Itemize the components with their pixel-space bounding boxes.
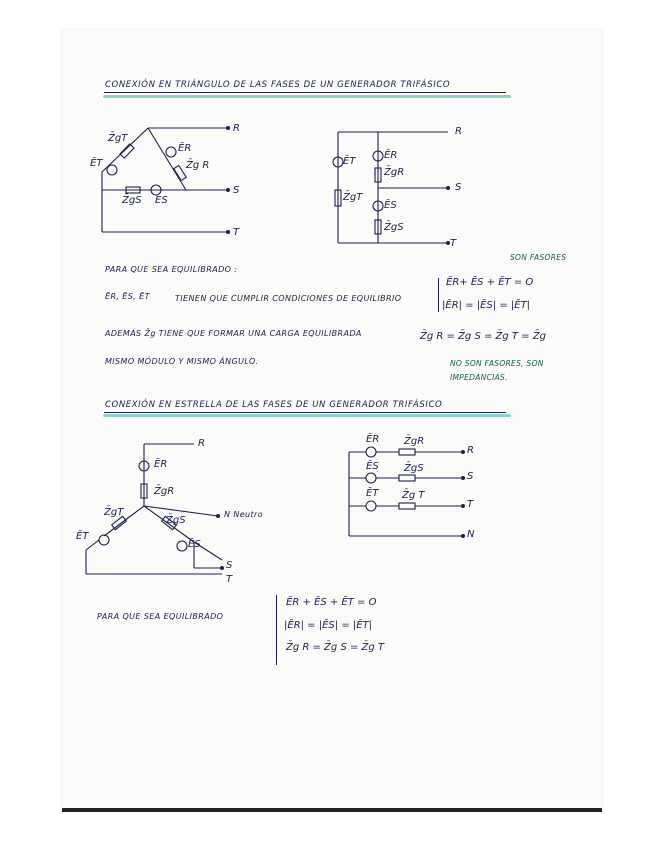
eq-phasor-sum-2: ĒR + ĒS + ĒT = O <box>286 597 377 608</box>
heading-underline <box>104 92 506 93</box>
terminal-neutral: N Neutro <box>224 510 264 519</box>
label-et: ĒT <box>90 158 103 169</box>
eq-modulus-2: |ĒR| = |ĒS| = |ĒT| <box>284 620 373 631</box>
label-zgt-star: Z̄gT <box>104 507 124 518</box>
condition-intro-2: PARA QUE SEA EQUILIBRADO <box>97 612 224 621</box>
heading-highlight <box>103 95 511 98</box>
label-et-right2: ĒT <box>366 488 379 499</box>
label-et-star: ĒT <box>76 531 89 542</box>
condition-line1: TIENEN QUE CUMPLIR CONDICIONES DE EQUILIBRIO <box>175 294 402 303</box>
note-impedances-1: NO SON FASORES, SON <box>450 359 544 368</box>
condition-vars: ĒR, ĒS, ĒT <box>105 292 150 301</box>
label-es-right2: ĒS <box>366 461 379 472</box>
terminal-t-right: T <box>450 238 457 249</box>
note-phasors: SON FASORES <box>510 253 567 262</box>
terminal-s: S <box>233 185 240 196</box>
terminal-s-star: S <box>226 560 233 571</box>
heading-underline-2 <box>104 412 506 413</box>
terminal-r: R <box>233 123 240 134</box>
label-er-right: ĒR <box>384 150 398 161</box>
label-es-star: ĒS <box>188 539 201 550</box>
label-zgs-right: Z̄gS <box>384 222 404 233</box>
terminal-s-right: S <box>455 182 462 193</box>
page-bottom-edge <box>62 808 602 812</box>
label-zgt-right: Z̄gT <box>343 192 363 203</box>
label-zgs-star: Z̄gS <box>166 515 186 526</box>
condition-line2: ADEMÁS Z̄g TIENE QUE FORMAR UNA CARGA EQUILIBRADA <box>105 329 362 338</box>
condition-intro: PARA QUE SEA EQUILIBRADO : <box>105 265 238 274</box>
label-zgt-right2: Z̄g T <box>402 490 425 501</box>
terminal-r-star: R <box>198 438 205 449</box>
label-zgr-right2: Z̄gR <box>404 436 425 447</box>
eq-phasor-sum: ĒR+ ĒS + ĒT = O <box>446 277 534 288</box>
label-es-right: ĒS <box>384 200 397 211</box>
note-impedances-2: IMPEDANCIAS. <box>450 373 508 382</box>
section2-title: CONEXIÓN EN ESTRELLA DE LAS FASES DE UN GENERADOR TRIFÁSICO <box>105 400 443 410</box>
label-et-right: ĒT <box>343 156 356 167</box>
terminal-r-right: R <box>455 126 462 137</box>
terminal-r-right2: R <box>467 445 474 456</box>
condition-line3: MISMO MÓDULO Y MISMO ÁNGULO. <box>105 357 259 366</box>
label-zgr-star: Z̄gR <box>154 486 175 497</box>
terminal-t-star: T <box>226 574 233 585</box>
heading-highlight-2 <box>103 414 511 417</box>
label-es: ES <box>155 195 168 206</box>
label-zgs: Z̄gS <box>122 195 142 206</box>
label-zgr: Z̄g R <box>186 160 210 171</box>
terminal-t: T <box>233 227 240 238</box>
label-zgr-right: Z̄gR <box>384 167 405 178</box>
terminal-s-right2: S <box>467 471 474 482</box>
eq-impedances-2: Z̄g R = Z̄g S = Z̄g T <box>286 642 385 653</box>
section1-title: CONEXIÓN EN TRIÁNGULO DE LAS FASES DE UN GENERADOR TRIFÁSICO <box>105 80 451 90</box>
label-zgt: Z̄gT <box>108 133 128 144</box>
eq-modulus: |ĒR| = |ĒS| = |ĒT| <box>442 300 531 311</box>
label-er-right2: ĒR <box>366 434 380 445</box>
terminal-t-right2: T <box>467 499 474 510</box>
label-er: ĒR <box>178 143 192 154</box>
terminal-n-right2: N <box>467 529 475 540</box>
eq-impedances: Z̄g R = Z̄g S = Z̄g T = Z̄g <box>420 331 546 342</box>
label-zgs-right2: Z̄gS <box>404 463 424 474</box>
label-er-star: ĒR <box>154 459 168 470</box>
condition-brace-2 <box>276 595 277 665</box>
condition-brace <box>438 278 439 312</box>
